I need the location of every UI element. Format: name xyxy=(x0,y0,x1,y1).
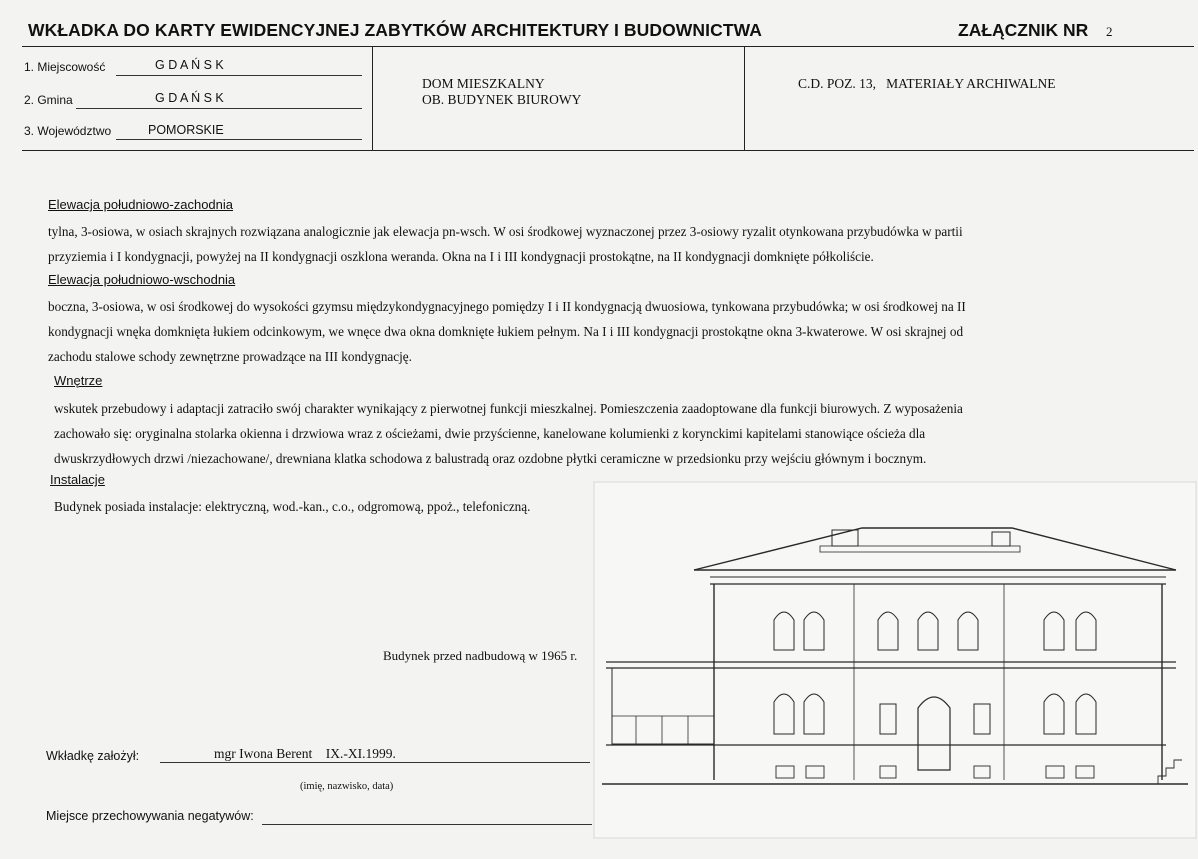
founder-value: mgr Iwona Berent IX.-XI.1999. xyxy=(214,746,396,761)
founder-note: (imię, nazwisko, data) xyxy=(300,781,394,792)
annex-label: ZAŁĄCZNIK NR xyxy=(958,20,1089,40)
miejscowosc-label: 1. Miejscowość xyxy=(24,60,106,74)
building-elevation-drawing xyxy=(592,480,1198,840)
section-heading-interior: Wnętrze xyxy=(54,373,103,388)
storage-label: Miejsce przechowywania negatywów: xyxy=(46,809,254,823)
founder-line xyxy=(160,762,590,763)
object-name-line1: DOM MIESZKALNY xyxy=(422,76,545,91)
text-line: tylna, 3-osiowa, w osiach skrajnych rozwiązana analogicznie jak elewacja pn-wsch. W osi środkowej wyznaczonej przez 3-osiowy ryzalit otynkowana przybudówka w partii xyxy=(48,224,963,239)
section-body-sw xyxy=(48,219,963,269)
wojewodztwo-line xyxy=(116,139,362,140)
reference-text: C.D. POZ. 13, MATERIAŁY ARCHIWALNE xyxy=(798,76,1056,91)
text-line: Budynek posiada instalacje: elektryczną, wod.-kan., c.o., odgromową, ppoż., telefoniczną. xyxy=(54,499,531,514)
wojewodztwo-value: POMORSKIE xyxy=(148,123,224,137)
text-line: boczna, 3-osiowa, w osi środkowej do wysokości gzymsu międzykondygnacyjnego pomiędzy I i II kondygnacją dwuosiowa, tynkowana przybudówka; w osi środkowej na II xyxy=(48,299,966,314)
section-body-interior xyxy=(54,396,963,471)
gmina-line xyxy=(76,108,362,109)
text-line: wskutek przebudowy i adaptacji zatraciło swój charakter wynikający z pierwotnej funkcji mieszkalnej. Pomieszczenia zaadoptowane dla funkcji biurowych. Z wyposażenia xyxy=(54,401,963,416)
text-line: przyziemia i I kondygnacji, powyżej na II kondygnacji oszklona weranda. Okna na I i III kondygnacji prostokątne, na II kondygnacji domknięte półkoliście. xyxy=(48,249,874,264)
section-body-installations xyxy=(54,494,530,519)
miejscowosc-line xyxy=(116,75,362,76)
text-line: zachowało się: oryginalna stolarka okienna i drzwiowa wraz z ościeżami, dwie przyścienne, kanelowane kolumienki z korynckimi kapitelami stanowiące ościeża dla xyxy=(54,426,926,441)
object-name-line2: OB. BUDYNEK BIUROWY xyxy=(422,92,582,107)
storage-line xyxy=(262,824,592,825)
wojewodztwo-label: 3. Województwo xyxy=(24,124,112,138)
miejscowosc-value: G D A Ń S K xyxy=(155,58,224,72)
section-heading-se: Elewacja południowo-wschodnia xyxy=(48,272,236,287)
founder-label: Wkładkę założył: xyxy=(46,749,140,763)
gmina-label: 2. Gmina xyxy=(24,93,73,107)
page-title: WKŁADKA DO KARTY EWIDENCYJNEJ ZABYTKÓW ARCHITEKTURY I BUDOWNICTWA xyxy=(28,20,763,40)
text-line: zachodu stalowe schody zewnętrzne prowadzące na III kondygnację. xyxy=(48,349,412,364)
section-body-se xyxy=(48,294,966,369)
section-heading-sw: Elewacja południowo-zachodnia xyxy=(48,197,234,212)
text-line: kondygnacji wnęka domknięta łukiem odcinkowym, we wnęce dwa okna domknięte łukiem pełnym. Na I i III kondygnacji prostokątne okna 3-kwaterowe. W osi skrajnej od xyxy=(48,324,964,339)
column-divider-1 xyxy=(372,46,373,150)
header-rule-bottom xyxy=(22,150,1194,151)
column-divider-2 xyxy=(744,46,745,150)
illustration-caption: Budynek przed nadbudową w 1965 r. xyxy=(383,648,578,663)
section-heading-installations: Instalacje xyxy=(50,472,105,487)
gmina-value: G D A Ń S K xyxy=(155,91,224,105)
header-rule-top xyxy=(22,46,1194,47)
annex-number: 2 xyxy=(1106,24,1113,39)
text-line: dwuskrzydłowych drzwi /niezachowane/, drewniana klatka schodowa z balustradą oraz ozdobne płytki ceramiczne w przedsionku przy wejściu głównym i bocznym. xyxy=(54,451,927,466)
